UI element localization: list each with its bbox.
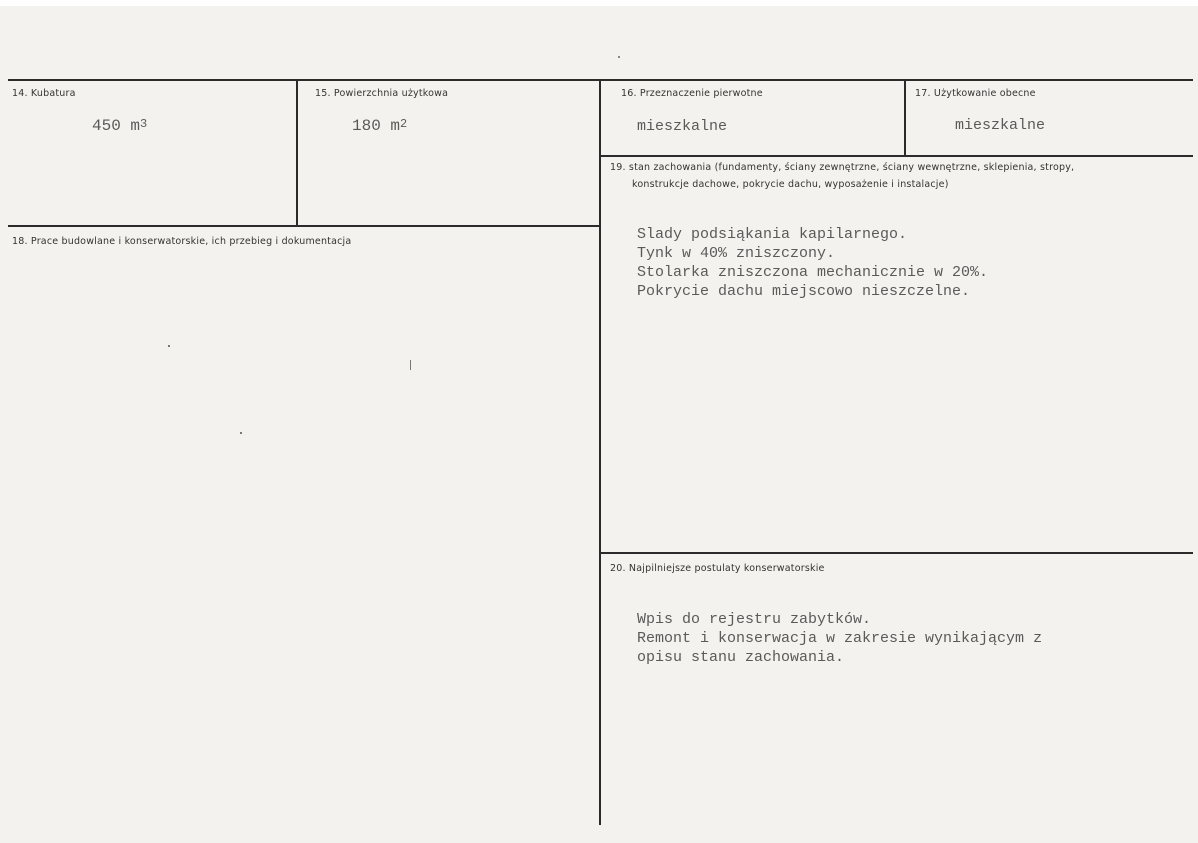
postulate-line: opisu stanu zachowania. [637, 649, 845, 666]
paper-speck [410, 360, 411, 370]
volume-value: 450 m [92, 117, 141, 135]
postulate-line: Wpis do rejestru zabytków. [637, 611, 872, 628]
divider-16-17 [904, 80, 906, 156]
ink-speck [618, 56, 620, 58]
rule-19-20 [600, 552, 1193, 554]
field-18-label: 18. Prace budowlane i konserwatorskie, ich przebieg i dokumentacja [12, 236, 352, 247]
field-17-value: mieszkalne [955, 117, 1046, 134]
postulate-line: Remont i konserwacja w zakresie wynikającym z [637, 630, 1043, 647]
field-15-label: 15. Powierzchnia użytkowa [315, 88, 449, 99]
field-16-value: mieszkalne [637, 118, 728, 135]
divider-left-right [599, 80, 601, 825]
condition-text [637, 206, 988, 320]
field-19-label-line2: konstrukcje dachowe, pokrycie dachu, wyposażenie i instalacje) [632, 179, 949, 190]
area-exponent: 2 [400, 117, 408, 131]
condition-line: Slady podsiąkania kapilarnego. [637, 226, 908, 243]
condition-line: Pokrycie dachu miejscowo nieszczelne. [637, 283, 971, 300]
paper-speck [240, 432, 242, 434]
field-19-label-line1: 19. stan zachowania (fundamenty, ściany zewnętrzne, ściany wewnętrzne, sklepienia, stropy, [610, 162, 1075, 173]
condition-line: Tynk w 40% zniszczony. [637, 245, 836, 262]
rule-under-16-17 [600, 155, 1193, 157]
field-15-value [352, 117, 407, 136]
field-20-label: 20. Najpilniejsze postulaty konserwatorskie [610, 563, 825, 574]
field-14-value [92, 117, 147, 136]
area-value: 180 m [352, 117, 401, 135]
field-14-label: 14. Kubatura [12, 88, 76, 99]
volume-exponent: 3 [140, 117, 148, 131]
field-17-label: 17. Użytkowanie obecne [915, 88, 1036, 99]
postulates-text [637, 591, 1042, 686]
rule-under-14-15 [8, 225, 600, 227]
paper-speck [168, 345, 170, 347]
top-edge [0, 0, 1198, 6]
field-16-label: 16. Przeznaczenie pierwotne [621, 88, 763, 99]
condition-line: Stolarka zniszczona mechanicznie w 20%. [637, 264, 989, 281]
divider-14-15 [296, 80, 298, 226]
